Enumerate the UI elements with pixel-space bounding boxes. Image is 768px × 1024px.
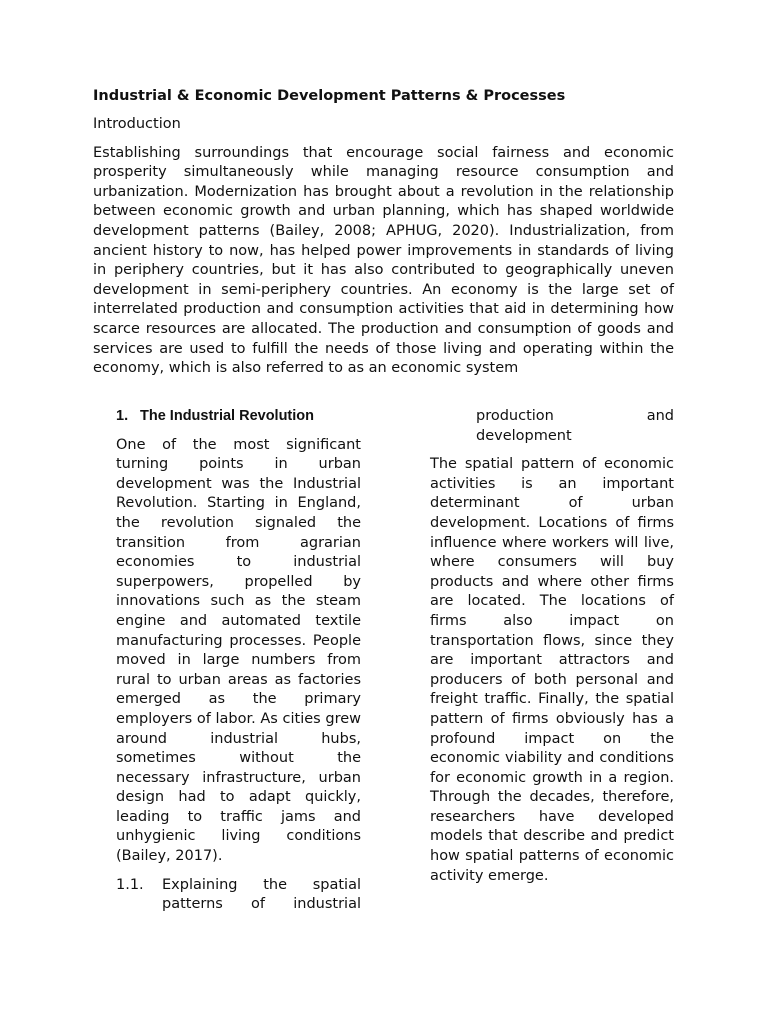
document-page [93,86,674,913]
section-number: 1. [116,408,129,424]
introduction-label: Introduction [93,116,181,132]
subsection-heading-continuation-line2: development [476,427,572,444]
subsection-heading [116,876,361,915]
document-title: Industrial & Economic Development Patterns & Processes [93,88,566,104]
subsection-heading-continuation-line1: production and [476,408,674,424]
right-column [430,407,674,895]
introduction-paragraph: Establishing surroundings that encourage social fairness and economic prosperity simultaneously while managing resource consumption and urbanization. Modernization has brought about a revolution in the relationship between economic growth and urban planning, which has shaped worldwide development patterns (Bailey, 2008; APHUG, 2020). Industrialization, from ancient history to now, has helped power improvements in standards of living in periphery countries, but it has also contributed to geographically uneven development in semi-periphery countries. An economy is the large set of interrelated production and consumption activities that aid in determining how scarce resources are allocated. The production and consumption of goods and services are used to fulfill the needs of those living and operating within the economy, which is also referred to as an economic system [93,144,674,377]
right-column-paragraph: The spatial pattern of economic activities is an important determinant of urban development. Locations of firms influence where workers will live, where consumers will buy products and where other firms are located. The locations of firms also impact on transportation flows, since they are important attractors and producers of both personal and freight traffic. Finally, the spatial pattern of firms obviously has a profound impact on the economic viability and conditions for economic growth in a region. Through the decades, therefore, researchers have developed models that describe and predict how spatial patterns of economic activity emerge. [430,456,674,884]
section-paragraph: One of the most significant turning points in urban development was the Industrial Revolution. Starting in England, the revolution signaled the transition from agrarian economies to industrial superpowers, propelled by innovations such as the steam engine and automated textile manufacturing processes. People moved in large numbers from rural to urban areas as factories emerged as the primary employers of labor. As cities grew around industrial hubs, sometimes without the necessary infrastructure, urban design had to adapt quickly, leading to traffic jams and unhygienic living conditions (Bailey, 2017). [116,436,361,865]
section-heading-text: The Industrial Revolution [140,408,315,424]
subsection-heading-text: Explaining the spatial patterns of industrial [162,876,361,913]
left-column [116,407,361,915]
subsection-heading-continuation [476,407,674,446]
subsection-number: 1.1. [116,876,144,893]
section-heading [116,407,361,427]
